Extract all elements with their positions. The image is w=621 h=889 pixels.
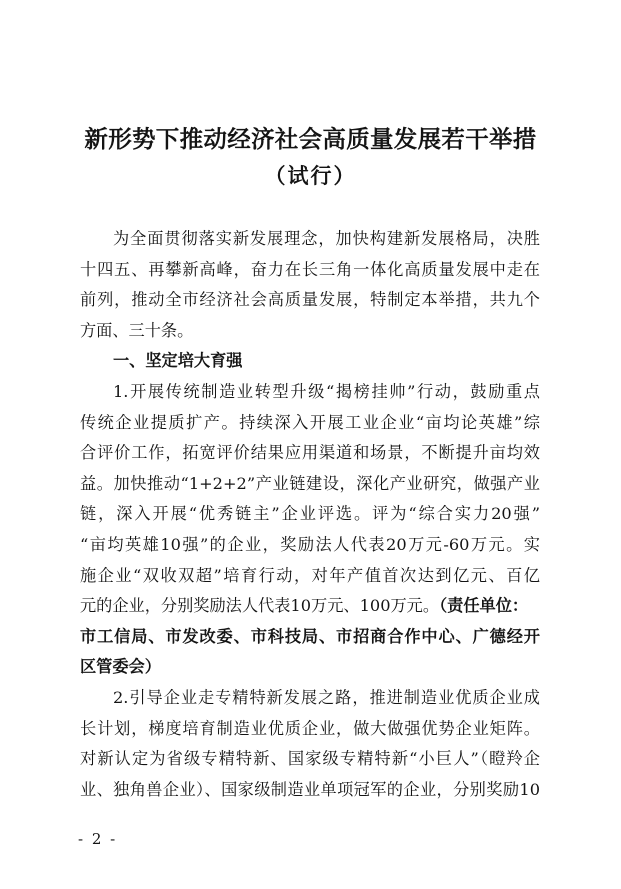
item1-line-6: “亩均英雄10强”的企业，奖励法人代表20万元-60万元。实 [80, 534, 540, 554]
document-subtitle: （试行） [264, 164, 357, 188]
item1-line-2: 传统企业提质扩产。持续深入开展工业企业“亩均论英雄”综 [80, 412, 540, 432]
intro-line-3: 前列，推动全市经济社会高质量发展，特制定本举措，共九个 [80, 290, 540, 310]
item1-line-5: 链，深入开展“优秀链主”企业评选。评为“综合实力20强” [80, 504, 540, 524]
intro-line-1: 为全面贯彻落实新发展理念，加快构建新发展格局，决胜 [113, 229, 540, 248]
section-heading: 一、坚定培大育强 [113, 351, 243, 371]
item1-line-4: 益。加快推动“1+2+2”产业链建设，深化产业研究，做强产业 [80, 473, 540, 493]
item2-line-2: 长计划，梯度培育制造业优质企业，做大做强优势企业矩阵。 [80, 718, 540, 738]
page-number: - 2 - [78, 830, 118, 848]
item1-line-8-text: 元的企业，分别奖励法人代表10万元、100万元。 [80, 596, 440, 616]
responsibility-line-2: 区管委会） [80, 657, 161, 677]
intro-line-4: 方面、三十条。 [80, 320, 194, 340]
item2-line-3: 对新认定为省级专精特新、国家级专精特新“小巨人”（瞪羚企 [80, 749, 540, 769]
item1-line-8 [80, 591, 540, 622]
item1-line-7: 施企业“双收双超”培育行动，对年产值首次达到亿元、百亿 [80, 565, 540, 585]
intro-line-2: 十四五、再攀新高峰，奋力在长三角一体化高质量发展中走在 [80, 259, 540, 279]
document-title: 新形势下推动经济社会高质量发展若干举措 [84, 125, 537, 153]
item2-line-1: 2.引导企业走专精特新发展之路，推进制造业优质企业成 [113, 687, 540, 707]
document-body [80, 224, 540, 805]
item1-line-3: 合评价工作，拓宽评价结果应用渠道和场景，不断提升亩均效 [80, 443, 540, 463]
item1-line-1: 1.开展传统制造业转型升级“揭榜挂帅”行动，鼓励重点 [113, 381, 540, 401]
responsibility-line-1: 市工信局、市发改委、市科技局、市招商合作中心、广德经开 [80, 626, 540, 646]
responsibility-label: （责任单位： [439, 596, 529, 616]
item2-line-4: 业、独角兽企业）、国家级制造业单项冠军的企业，分别奖励10 [80, 779, 540, 799]
